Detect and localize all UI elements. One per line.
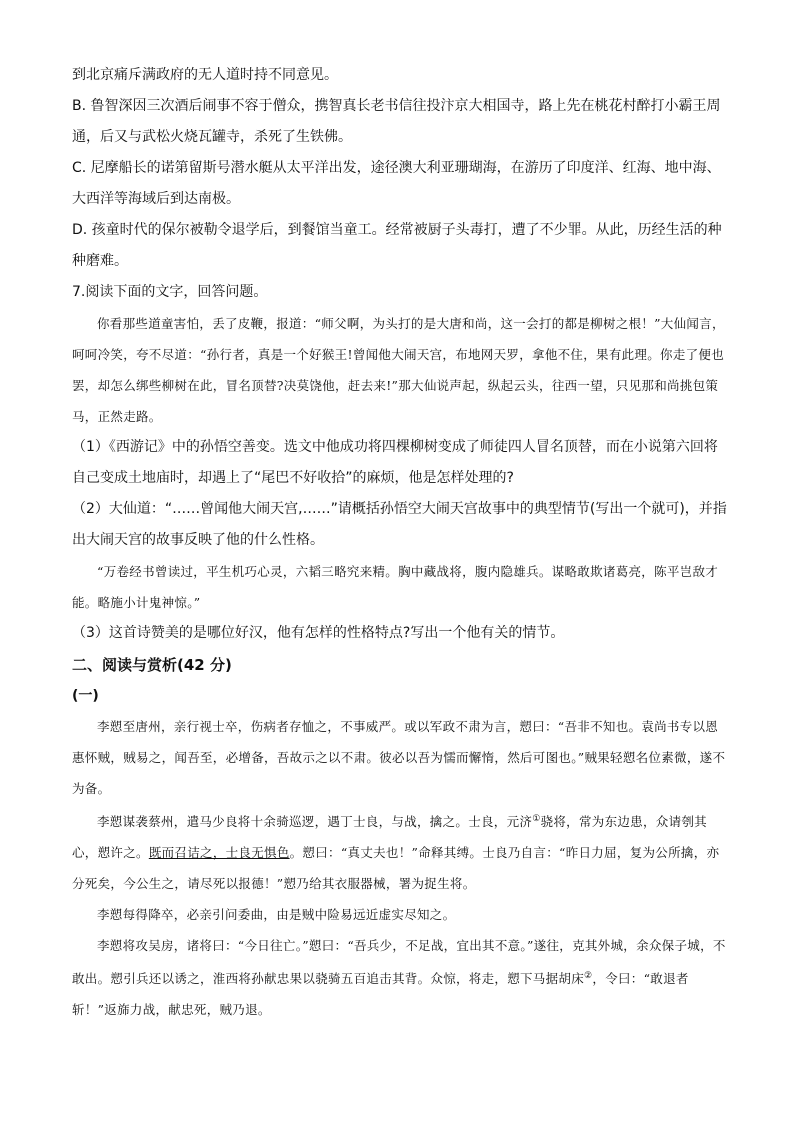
option-c: C. 尼摩船长的诺第留斯号潜水艇从太平洋出发，途径澳大利亚珊瑚海，在游历了印度洋、红海、地中海、大西洋等海域后到达南极。 bbox=[72, 160, 721, 207]
subsection-1-heading: (一) bbox=[72, 688, 99, 704]
paragraph-2-part-c: 。愬曰：“真丈夫也！”命释其缚。士良乃自言：“昨日力屈，复为公所擒，亦分死矣，今公生之，请尽死以报德！”愬乃给其衣服器械，署为捉生将。 bbox=[72, 845, 720, 892]
option-d: D. 孩童时代的保尔被勒令退学后，到餐馆当童工。经常被厨子头毒打，遭了不少罪。从此，历经生活的种种磨难。 bbox=[72, 222, 722, 269]
classical-text-paragraph-3: 李愬每得降卒，必亲引问委曲，由是贼中险易远近虚实尽知之。 bbox=[97, 907, 456, 923]
passage-xiyouji: 你看那些道童害怕，丢了皮鞭，报道：“师父啊，为头打的是大唐和尚，这一会打的都是柳树之根！”大仙闻言，呵呵冷笑，夸不尽道：“孙行者，真是一个好猴王!曾闻他大闹天宫，布地网天罗，拿他不住，果有此理。你走了便也罢，却怎么绑些柳树在此，冒名顶替?决莫饶他，赶去来!”那大仙说声起，纵起云头，往西一望，只见那和尚挑包策马，正然走路。 bbox=[72, 316, 725, 424]
sub-question-2: （2）大仙道：“……曾闻他大闹天宫,……”请概括孙悟空大闹天宫故事中的典型情节(写出一个就可)，并指出大闹天宫的故事反映了他的什么性格。 bbox=[72, 501, 727, 548]
sub-question-1: （1）《西游记》中的孙悟空善变。选文中他成功将四棵柳树变成了师徒四人冒名顶替，而在小说第六回将自己变成土地庙时，却遇上了“尾巴不好收拾”的麻烦，他是怎样处理的? bbox=[72, 439, 718, 486]
option-b: B. 鲁智深因三次酒后闹事不容于僧众，携智真长老书信往投汴京大相国寺，路上先在桃花村醉打小霸王周通，后又与武松火烧瓦罐寺，杀死了生铁佛。 bbox=[72, 98, 721, 145]
poem-passage: “万卷经书曾读过，平生机巧心灵，六韬三略究来精。胸中藏战将，腹内隐雄兵。谋略敢欺诸葛亮，陈平岂敌才能。略施小计鬼神惊。” bbox=[72, 564, 719, 610]
classical-text-paragraph-4 bbox=[72, 930, 728, 1025]
paragraph-2-part-b: 骁将，常为东边患，众请刳其心，愬许之。 bbox=[72, 814, 707, 861]
paragraph-4-part-b: ，令曰：“敢退者斩！”返旆力战，献忠死，贼乃退。 bbox=[72, 971, 689, 1018]
paragraph-2-part-a: 李愬谋袭蔡州，遣马少良将十余骑巡逻，遇丁士良，与战，擒之。士良，元济 bbox=[97, 814, 533, 830]
paragraph-4-part-a: 李愬将攻吴房，诸将曰：“今日往亡。”愬曰：“吾兵少，不足战，宜出其不意。”遂往，克其外城，余众保子城，不敢出。愬引兵还以诱之，淮西将孙献忠果以骁骑五百追击其背。众惊，将走，愬下马据胡床 bbox=[72, 938, 726, 987]
underlined-sentence: 既而召诘之，士良无惧色 bbox=[148, 845, 290, 861]
section-2-heading: 二、阅读与赏析(42 分) bbox=[72, 656, 232, 674]
classical-text-paragraph-1: 李愬至唐州，亲行视士卒，伤病者存恤之，不事威严。或以军政不肃为言，愬曰：“吾非不知也。袁尚书专以恩惠怀贼，贼易之，闻吾至，必增备，吾故示之以不肃。彼必以吾为懦而懈惰，然后可图也。”贼果轻愬名位素微，遂不为备。 bbox=[72, 719, 726, 796]
sub-question-3: （3）这首诗赞美的是哪位好汉，他有怎样的性格特点?写出一个他有关的情节。 bbox=[72, 625, 565, 641]
option-a-continued: 到北京痛斥满政府的无人道时持不同意见。 bbox=[72, 67, 338, 83]
footnote-marker-2: ② bbox=[584, 971, 593, 982]
classical-text-paragraph-2 bbox=[72, 804, 728, 899]
document-page bbox=[72, 0, 728, 1025]
footnote-marker-1: ① bbox=[532, 814, 541, 824]
question-7-title: 7.阅读下面的文字，回答问题。 bbox=[72, 284, 268, 300]
